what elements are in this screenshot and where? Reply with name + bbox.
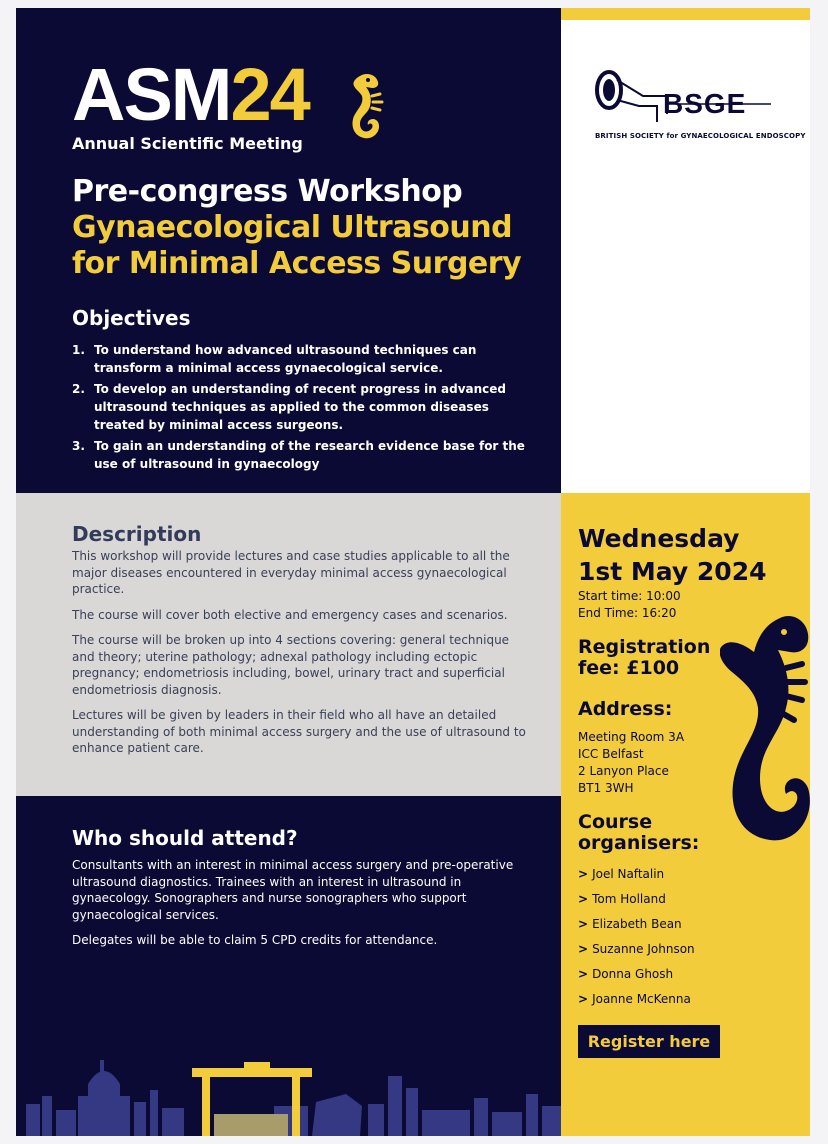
description-heading: Description [72, 522, 202, 546]
event-date-text: 1st May 2024 [578, 557, 767, 586]
organiser-name: Tom Holland [592, 892, 666, 906]
bullet: > [578, 967, 589, 981]
address-lines [578, 729, 684, 797]
bullet: > [578, 942, 589, 956]
list-item [72, 437, 542, 473]
seahorse-icon [346, 70, 388, 142]
description-paragraph: The course will be broken up into 4 sections covering: general technique and theory; uterine pathology; adnexal pathology including ectopic pregnancy; endometriosis including, bowel, urinary tract and superficial endometriosis diagnosis. [72, 633, 510, 697]
organiser-name: Joanne McKenna [592, 992, 691, 1006]
workshop-title-line1: Gynaecological Ultrasound [72, 210, 513, 245]
objective-text: To develop an understanding of recent progress in advanced ultrasound techniques as applied to the common diseases treated by minimal access surgeons. [94, 382, 507, 432]
registration-fee [578, 637, 710, 679]
organisers-heading-line1: Course [578, 811, 653, 833]
meeting-subtitle: Annual Scientific Meeting [72, 134, 303, 153]
organiser-name: Suzanne Johnson [592, 942, 695, 956]
header-panel [16, 8, 561, 493]
accent-bar [561, 8, 810, 20]
bullet: > [578, 892, 589, 906]
list-number: 1. [72, 343, 85, 357]
objective-text: To gain an understanding of the research evidence base for the use of ultrasound in gynaecology [94, 439, 525, 471]
workshop-kind: Pre-congress Workshop [72, 174, 463, 209]
list-item [578, 887, 695, 912]
attend-paragraph: Delegates will be able to claim 5 CPD credits for attendance. [72, 933, 438, 947]
description-paragraph: This workshop will provide lectures and case studies applicable to all the major diseases encountered in everyday minimal access gynaecological practice. [72, 549, 510, 596]
description-paragraph: The course will cover both elective and emergency cases and scenarios. [72, 607, 508, 622]
bsge-wordmark: BSGE [663, 88, 747, 119]
list-item [72, 380, 542, 434]
year-text: 24 [230, 53, 309, 136]
workshop-title-line2: for Minimal Access Surgery [72, 246, 522, 281]
objective-text: To understand how advanced ultrasound techniques can transform a minimal access gynaecological service. [94, 343, 477, 375]
address-line: BT1 3WH [578, 781, 634, 795]
list-number: 2. [72, 382, 85, 396]
description-paragraph: Lectures will be given by leaders in their field who all have an detailed understanding of both minimal access surgery and the use of ultrasound to enhance patient care. [72, 708, 526, 755]
register-button[interactable]: Register here [578, 1025, 720, 1058]
description-body [72, 548, 527, 766]
organisers-heading [578, 812, 699, 854]
list-item [578, 912, 695, 937]
address-line: Meeting Room 3A [578, 730, 685, 744]
list-item [578, 937, 695, 962]
asm-text: ASM [72, 53, 231, 136]
fee-line2: fee: £100 [578, 657, 680, 679]
attend-heading: Who should attend? [72, 826, 298, 850]
event-date [578, 522, 767, 588]
list-number: 3. [72, 439, 85, 453]
address-line: 2 Lanyon Place [578, 764, 669, 778]
list-item [578, 987, 695, 1012]
organiser-name: Donna Ghosh [592, 967, 674, 981]
objectives-heading: Objectives [72, 306, 191, 330]
attend-paragraph: Consultants with an interest in minimal access surgery and pre-operative ultrasound diagnostics. Trainees with an interest in ultrasound in gynaecology. Sonographers and nurse sonographers who support gynaecological services. [72, 858, 514, 922]
logo-panel [561, 8, 810, 493]
seahorse-icon [720, 608, 810, 868]
workshop-title [72, 210, 552, 282]
organiser-name: Elizabeth Bean [592, 917, 682, 931]
objectives-list [72, 341, 542, 476]
list-item [578, 962, 695, 987]
bullet: > [578, 917, 589, 931]
list-item [578, 862, 695, 887]
asm-logo [72, 53, 309, 136]
organisers-heading-line2: organisers: [578, 832, 700, 854]
bullet: > [578, 992, 589, 1006]
bullet: > [578, 867, 589, 881]
belfast-skyline-icon [16, 1054, 561, 1136]
end-time: End Time: 16:20 [578, 606, 677, 620]
organiser-name: Joel Naftalin [592, 867, 665, 881]
address-heading: Address: [578, 698, 673, 720]
organisers-list [578, 862, 695, 1012]
attend-body [72, 857, 532, 958]
event-times [578, 588, 681, 622]
event-day: Wednesday [578, 524, 740, 553]
bsge-caption: BRITISH SOCIETY for GYNAECOLOGICAL ENDOSCOPY [595, 132, 806, 140]
start-time: Start time: 10:00 [578, 589, 681, 603]
address-line: ICC Belfast [578, 747, 644, 761]
list-item [72, 341, 542, 377]
fee-line1: Registration [578, 636, 711, 658]
